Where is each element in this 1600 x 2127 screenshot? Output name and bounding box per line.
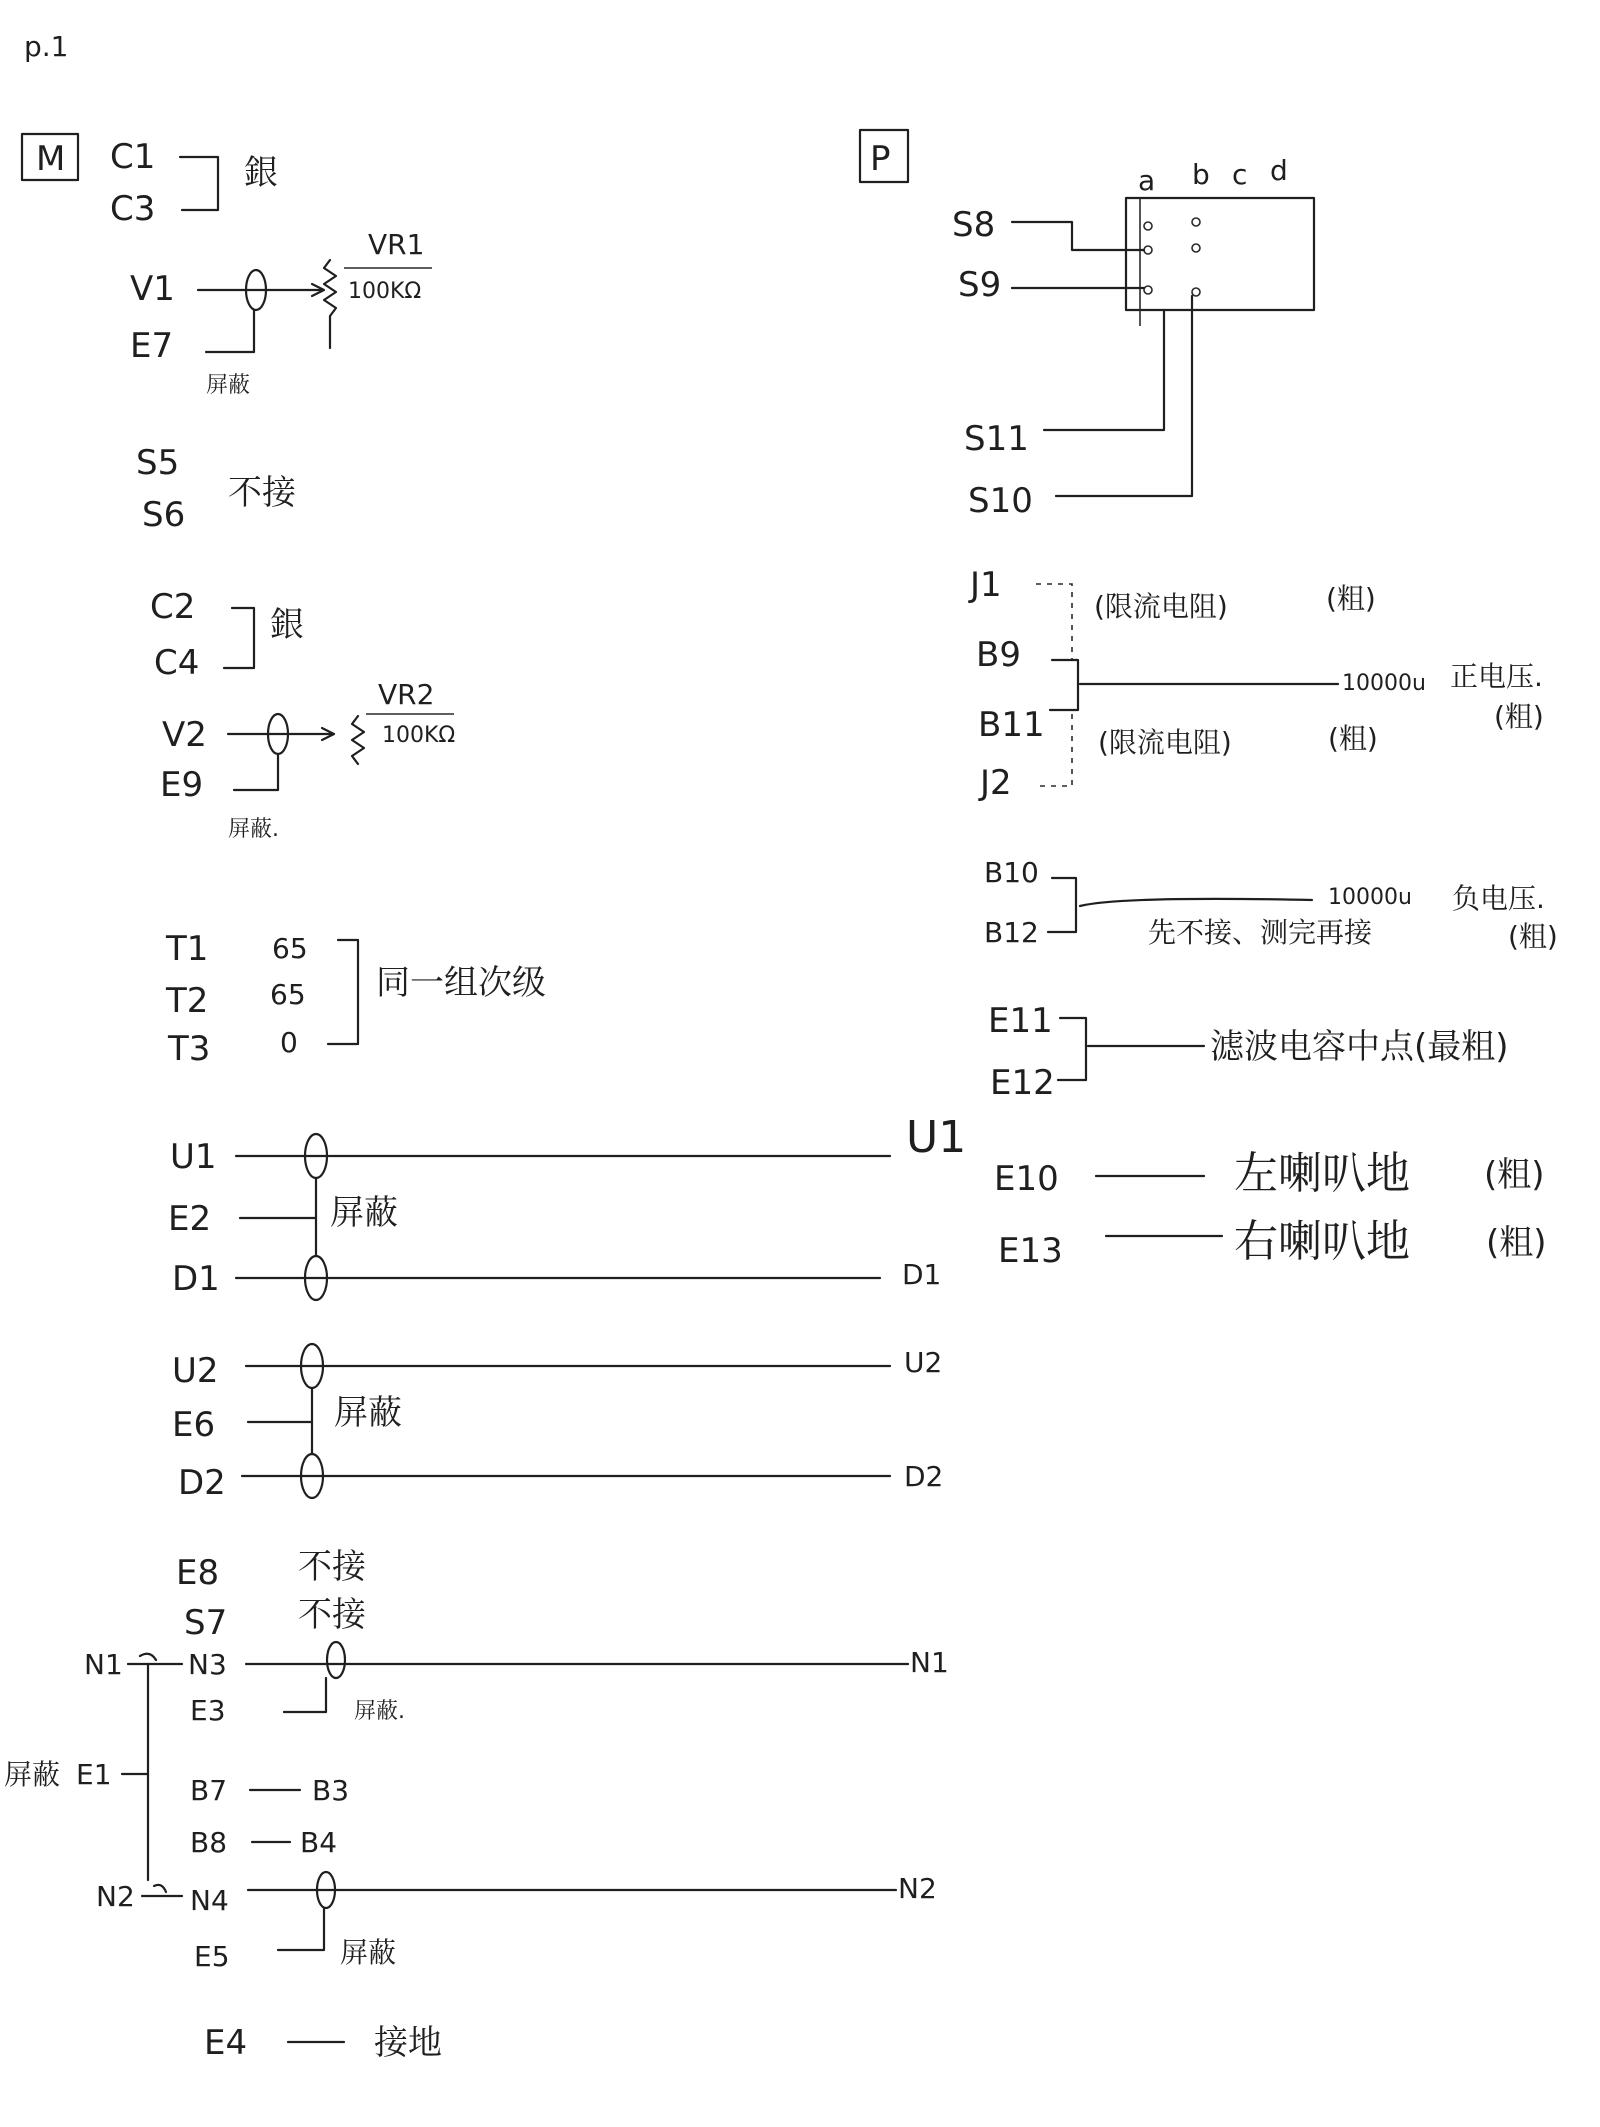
positive-resistor-thick-top: (粗) — [1326, 582, 1376, 615]
j1-label: J1 — [970, 565, 1002, 605]
n2-n4-joint — [142, 1885, 182, 1896]
u1-d1-note: 屏蔽 — [330, 1193, 398, 1233]
s10-label: S10 — [968, 481, 1033, 521]
e4-note: 接地 — [374, 2023, 442, 2063]
u2-label: U2 — [172, 1351, 219, 1391]
b9-label: B9 — [976, 635, 1021, 675]
taps-group — [165, 929, 546, 1069]
e11-label: E11 — [988, 1001, 1053, 1041]
c2-c4-group — [150, 587, 304, 683]
e3-label: E3 — [190, 1694, 226, 1727]
s8-label: S8 — [952, 205, 996, 245]
switch-pin-b2 — [1192, 244, 1200, 252]
b3-label: B3 — [312, 1774, 350, 1807]
power-positive-group — [968, 565, 1544, 803]
s11-wire — [1044, 310, 1164, 430]
e13-thick: (粗) — [1486, 1223, 1547, 1263]
v2-group — [160, 678, 455, 842]
s8-wire — [1012, 222, 1144, 250]
vr1-label: VR1 — [368, 228, 425, 261]
e8-note: 不接 — [298, 1547, 366, 1587]
negative-thick: (粗) — [1508, 920, 1558, 953]
switch-pin-a3 — [1144, 286, 1152, 294]
u2-end-label: U2 — [904, 1346, 943, 1379]
page-label: p.1 — [24, 30, 69, 63]
vr2-value: 100KΩ — [382, 723, 456, 748]
t3-value: 0 — [280, 1026, 298, 1059]
box-m-label: M — [36, 139, 66, 179]
j2-label: J2 — [980, 763, 1012, 803]
s11-label: S11 — [964, 419, 1029, 459]
vr2-resistor — [352, 716, 364, 764]
n1-label: N1 — [84, 1648, 123, 1681]
n2-end-label: N2 — [898, 1872, 937, 1905]
speaker-ground-group — [994, 1148, 1547, 1271]
v1-group — [130, 228, 432, 398]
taps-bracket — [328, 940, 358, 1044]
c1-label: C1 — [110, 137, 156, 177]
c2-c4-note: 銀 — [270, 605, 304, 645]
n2-label: N2 — [96, 1880, 135, 1913]
vr1-resistor — [324, 260, 336, 348]
n1-end-label: N1 — [910, 1646, 949, 1679]
switch-pin-a2 — [1144, 246, 1152, 254]
s9-label: S9 — [958, 265, 1002, 305]
e4-group — [204, 2023, 442, 2063]
switch-group — [952, 154, 1314, 521]
e6-label: E6 — [172, 1405, 216, 1445]
b4-label: B4 — [300, 1826, 338, 1859]
vr1-value: 100KΩ — [348, 279, 422, 304]
n4-label: N4 — [190, 1884, 229, 1917]
t1-value: 65 — [272, 932, 308, 965]
u2-d2-group — [172, 1344, 943, 1503]
d2-label: D2 — [178, 1463, 226, 1503]
e2-label: E2 — [168, 1199, 212, 1239]
b12-label: B12 — [984, 916, 1039, 949]
switch-body — [1126, 198, 1314, 310]
s7-label: S7 — [184, 1603, 228, 1643]
b7-label: B7 — [190, 1774, 228, 1807]
switch-pin-b3 — [1192, 288, 1200, 296]
e5-note: 屏蔽 — [340, 1936, 397, 1969]
b10-b12-bracket — [1048, 878, 1076, 932]
t3-label: T3 — [168, 1029, 211, 1069]
negative-note: 先不接、测完再接 — [1148, 916, 1373, 949]
u1-label: U1 — [170, 1137, 217, 1177]
section-p — [860, 130, 1558, 1271]
t2-label: T2 — [166, 981, 209, 1021]
e11-e12-bracket — [1058, 1018, 1086, 1080]
e1-note: 屏蔽 — [4, 1758, 61, 1791]
e3-note: 屏蔽. — [354, 1699, 405, 1724]
b9-b11-bracket — [1050, 660, 1078, 710]
vr2-label: VR2 — [378, 678, 435, 711]
e7-shield-note: 屏蔽 — [206, 373, 251, 398]
e2-shield-wire — [240, 1178, 316, 1256]
positive-resistor-note-top: (限流电阻) — [1094, 590, 1228, 623]
e10-note: 左喇叭地 — [1234, 1148, 1410, 1199]
e6-shield-wire — [248, 1388, 312, 1454]
e3-shield-wire — [284, 1678, 326, 1712]
v2-label: V2 — [162, 715, 207, 755]
s5-label: S5 — [136, 443, 180, 483]
s5-s6-note: 不接 — [228, 473, 296, 513]
s10-wire — [1056, 296, 1192, 496]
s5-s6-group — [136, 443, 297, 535]
v1-label: V1 — [130, 269, 175, 309]
filter-note: 滤波电容中点(最粗) — [1210, 1027, 1509, 1067]
positive-desc: 正电压. — [1450, 660, 1543, 693]
t1-label: T1 — [166, 929, 209, 969]
switch-col-d: d — [1270, 154, 1288, 187]
j1-dashed — [1036, 584, 1072, 660]
s7-note: 不接 — [298, 1595, 366, 1635]
c2-label: C2 — [150, 587, 196, 627]
b11-label: B11 — [978, 705, 1045, 745]
e10-thick: (粗) — [1484, 1155, 1545, 1195]
c1-c3-group — [110, 137, 278, 229]
c4-label: C4 — [154, 643, 200, 683]
e7-wire — [206, 310, 254, 352]
filter-midpoint-group — [988, 1001, 1509, 1103]
c1-c3-bracket — [180, 157, 218, 210]
e8-label: E8 — [176, 1553, 220, 1593]
negative-cap-value: 10000u — [1328, 885, 1412, 910]
switch-pin-b1 — [1192, 218, 1200, 226]
n1-n3-joint — [128, 1654, 182, 1664]
u1-end-label: U1 — [906, 1112, 967, 1163]
d2-end-label: D2 — [904, 1460, 944, 1493]
e4-label: E4 — [204, 2023, 248, 2063]
c3-label: C3 — [110, 189, 156, 229]
e1-label: E1 — [76, 1758, 112, 1791]
positive-thick: (粗) — [1494, 700, 1544, 733]
switch-col-b: b — [1192, 158, 1210, 191]
e9-label: E9 — [160, 765, 204, 805]
n-block-group — [4, 1642, 949, 1973]
u2-d2-note: 屏蔽 — [334, 1393, 402, 1433]
section-m — [4, 134, 966, 2063]
positive-cap-value: 10000u — [1342, 671, 1426, 696]
b10-label: B10 — [984, 856, 1039, 889]
e9-shield-note: 屏蔽. — [228, 817, 279, 842]
e7-label: E7 — [130, 326, 174, 366]
e10-label: E10 — [994, 1159, 1059, 1199]
t2-value: 65 — [270, 978, 306, 1011]
e13-label: E13 — [998, 1231, 1063, 1271]
switch-col-a: a — [1138, 164, 1156, 197]
negative-wire — [1080, 899, 1312, 906]
switch-col-c: c — [1232, 158, 1248, 191]
n3-shield-loop — [327, 1642, 345, 1678]
taps-note: 同一组次级 — [376, 963, 546, 1003]
d1-label: D1 — [172, 1259, 220, 1299]
e9-wire — [234, 754, 278, 790]
n3-label: N3 — [188, 1648, 227, 1681]
b8-label: B8 — [190, 1826, 228, 1859]
switch-pin-a1 — [1144, 222, 1152, 230]
e5-label: E5 — [194, 1940, 230, 1973]
e5-shield-wire — [278, 1908, 324, 1950]
c2-c4-bracket — [224, 608, 254, 668]
c1-c3-note: 銀 — [244, 153, 278, 193]
u1-d1-group — [168, 1112, 966, 1300]
e13-note: 右喇叭地 — [1234, 1216, 1410, 1267]
power-negative-group — [984, 856, 1558, 953]
d1-end-label: D1 — [902, 1258, 942, 1291]
positive-resistor-thick-bottom: (粗) — [1328, 722, 1378, 755]
e8-s7-group — [176, 1547, 367, 1643]
e12-label: E12 — [990, 1063, 1055, 1103]
s6-label: S6 — [142, 495, 186, 535]
positive-resistor-note-bottom: (限流电阻) — [1098, 726, 1232, 759]
j2-dashed — [1040, 710, 1072, 786]
negative-desc: 负电压. — [1452, 882, 1545, 915]
box-p-label: P — [870, 139, 891, 179]
